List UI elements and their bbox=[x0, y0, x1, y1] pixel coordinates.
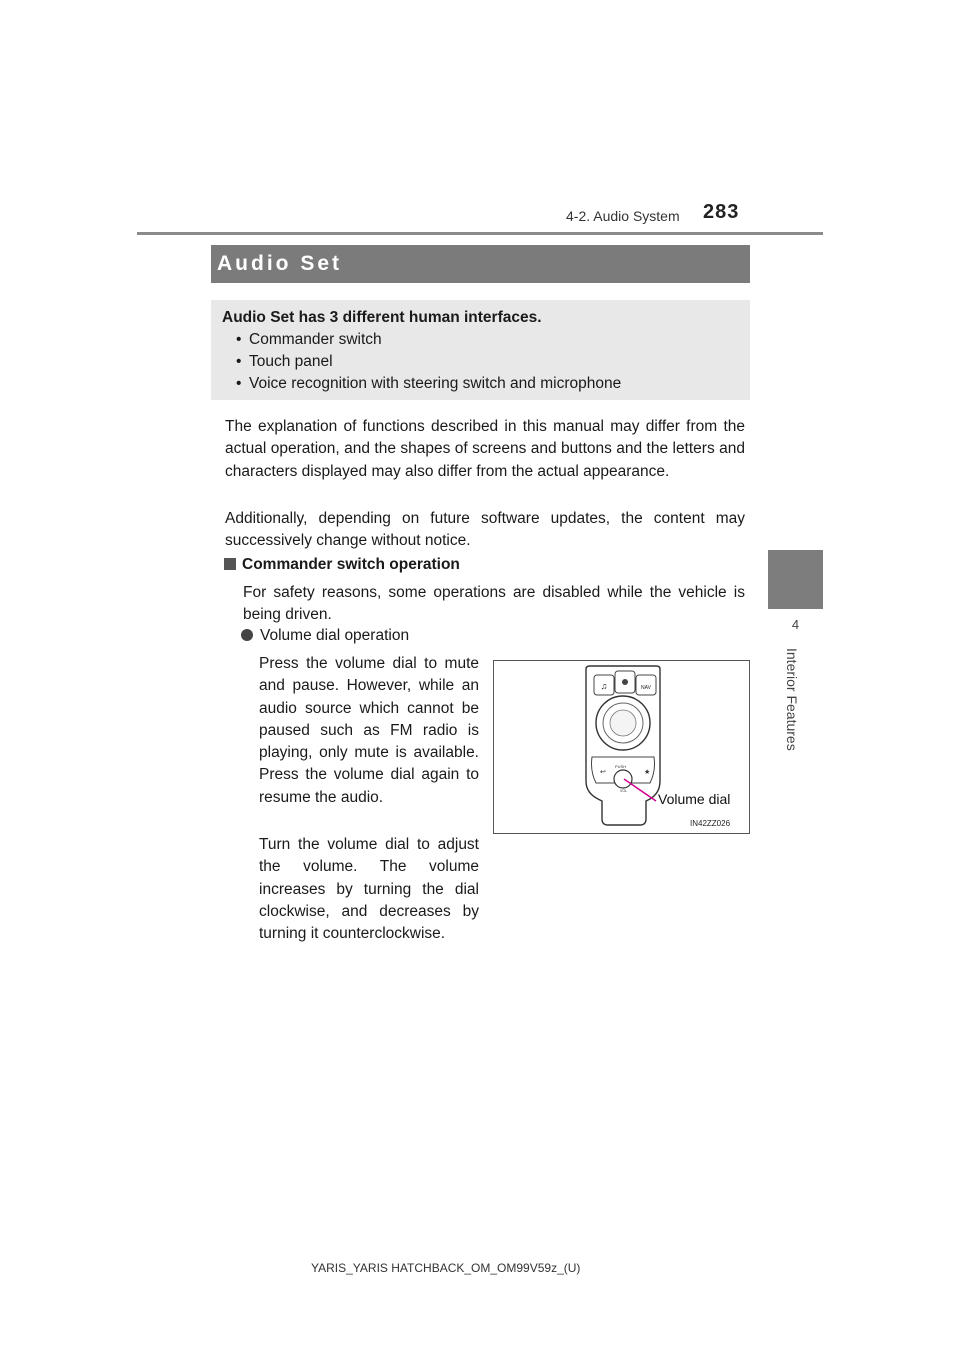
volume-dial-callout: Volume dial bbox=[658, 791, 731, 807]
section-title: Audio Set bbox=[217, 252, 342, 275]
list-item: • Commander switch bbox=[236, 329, 750, 351]
section-reference: 4-2. Audio System bbox=[566, 208, 680, 224]
list-item: • Voice recognition with steering switch and microphone bbox=[236, 373, 750, 395]
volume-press-paragraph: Press the volume dial to mute and pause. However, while an audio source which cannot be paused such as FM radio is playing, only mute is available. Press the volume dial again to resume the audio. bbox=[259, 655, 479, 806]
nav-button-label: NAV bbox=[641, 685, 651, 691]
summary-heading: Audio Set has 3 different human interfaces. bbox=[222, 309, 542, 326]
chapter-label: Interior Features bbox=[784, 648, 800, 751]
push-label: PUSH bbox=[615, 764, 627, 769]
chapter-number: 4 bbox=[791, 617, 800, 632]
circle-bullet-icon bbox=[241, 629, 253, 641]
figure-code: IN42ZZ026 bbox=[690, 819, 731, 828]
music-button-label: ♫ bbox=[600, 681, 608, 691]
document-footer: YARIS_YARIS HATCHBACK_OM_OM99V59z_(U) bbox=[311, 1261, 581, 1275]
section-title-bar bbox=[211, 245, 750, 283]
square-bullet-icon bbox=[224, 558, 236, 570]
volume-dial-item-title: Volume dial operation bbox=[260, 627, 410, 644]
commander-heading bbox=[224, 556, 460, 574]
favorite-button-icon: ★ bbox=[644, 769, 651, 776]
disclaimer-paragraph: The explanation of functions described in this manual may differ from the actual operation, and the shapes of screens and buttons and the letters and characters displayed may also differ from the actual appearance. bbox=[225, 418, 745, 480]
volume-dial-knob bbox=[614, 770, 632, 788]
volume-dial-item bbox=[241, 627, 409, 645]
commander-switch-figure bbox=[493, 660, 750, 834]
vol-label: VOL bbox=[620, 789, 628, 793]
home-button-icon bbox=[622, 679, 628, 685]
list-item: • Touch panel bbox=[236, 351, 750, 373]
header-rule bbox=[137, 232, 823, 235]
chapter-tab bbox=[768, 550, 823, 609]
summary-box bbox=[211, 300, 750, 400]
commander-description: For safety reasons, some operations are disabled while the vehicle is being driven. bbox=[243, 584, 745, 624]
interface-list bbox=[222, 329, 750, 395]
volume-turn-paragraph: Turn the volume dial to adjust the volume. The volume increases by turning the dial clockwise, and decreases by turning it counterclockwise. bbox=[259, 836, 479, 943]
update-paragraph: Additionally, depending on future software updates, the content may successively change without notice. bbox=[225, 510, 745, 550]
commander-switch-illustration bbox=[494, 661, 751, 835]
back-button-icon: ↩ bbox=[600, 769, 606, 776]
page-number: 283 bbox=[703, 201, 740, 223]
commander-heading-text: Commander switch operation bbox=[242, 556, 460, 573]
